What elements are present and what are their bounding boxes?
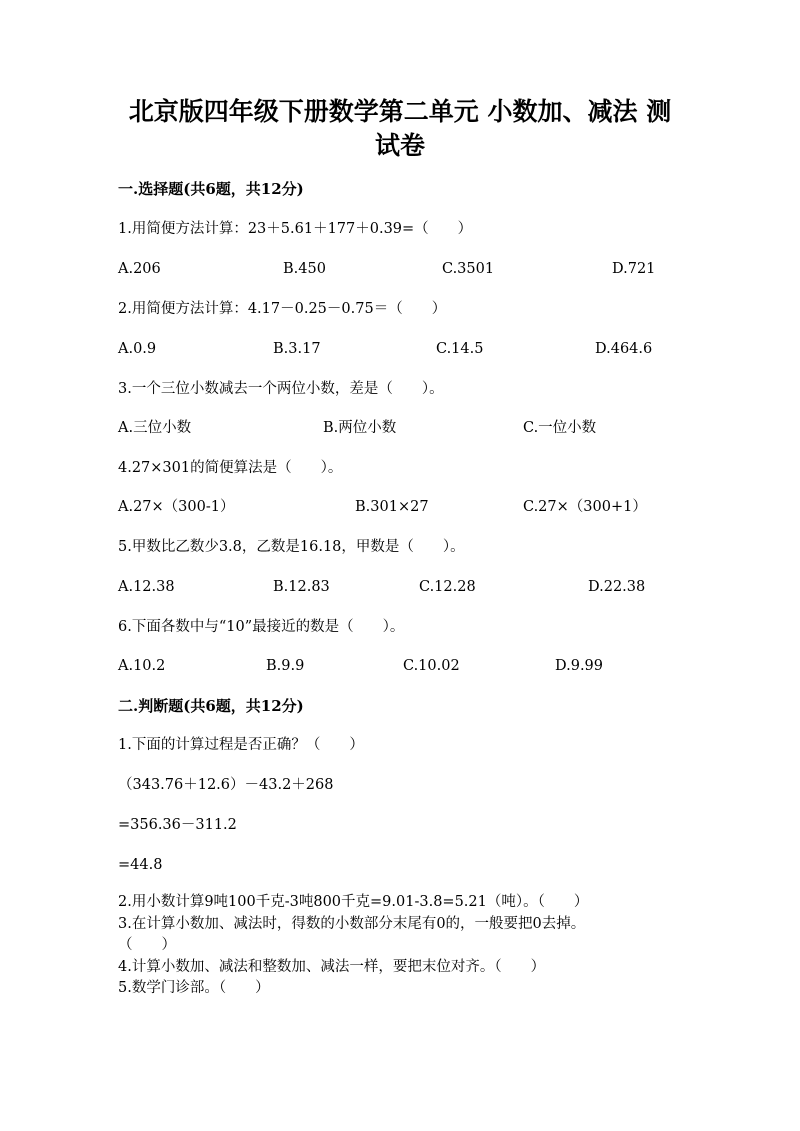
question-1: 1.用简便方法计算：23＋5.61＋177＋0.39=（ ） [118, 221, 473, 237]
question-4: 4.27×301的简便算法是（ ）。 [118, 460, 343, 476]
calc-line-1: （343.76＋12.6）－43.2＋268 [118, 777, 334, 793]
judgement-question-4: 4.计算小数加、减法和整数加、减法一样，要把末位对齐。（ ） [118, 959, 546, 975]
section-heading-judgement: 二.判断题(共6题，共12分) [118, 697, 304, 715]
q4-option-a: A.27×（300-1） [118, 499, 235, 515]
q1-option-b: B.450 [283, 261, 326, 277]
q2-option-a: A.0.9 [118, 341, 157, 357]
judgement-question-2: 2.用小数计算9吨100千克-3吨800千克=9.01-3.8=5.21（吨）。（ ） [118, 894, 589, 910]
judgement-question-3-continued: （ ） [118, 937, 176, 953]
q1-option-d: D.721 [612, 261, 656, 277]
judgement-question-3: 3.在计算小数加、减法时，得数的小数部分末尾有0的，一般要把0去掉。 [118, 916, 586, 932]
q3-option-c: C.一位小数 [523, 420, 597, 436]
title-line-2: 试卷 [374, 131, 425, 160]
title-line-1: 北京版四年级下册数学第二单元 小数加、减法 测 [128, 97, 672, 126]
q1-option-a: A.206 [118, 261, 161, 277]
q6-option-c: C.10.02 [403, 658, 460, 674]
q3-option-a: A.三位小数 [118, 420, 192, 436]
q6-option-b: B.9.9 [266, 658, 305, 674]
q2-option-d: D.464.6 [595, 341, 653, 357]
calc-line-2: =356.36－311.2 [118, 817, 237, 833]
question-3: 3.一个三位小数减去一个两位小数，差是（ ）。 [118, 381, 444, 397]
judgement-question-5: 5.数学门诊部。（ ） [118, 980, 270, 996]
page-title [110, 95, 690, 163]
question-5: 5.甲数比乙数少3.8，乙数是16.18，甲数是（ ）。 [118, 539, 465, 555]
q1-option-c: C.3501 [442, 261, 495, 277]
judgement-question-1: 1.下面的计算过程是否正确？（ ） [118, 737, 364, 753]
section-heading-choice: 一.选择题(共6题，共12分) [118, 180, 304, 198]
q5-option-d: D.22.38 [588, 579, 646, 595]
q5-option-a: A.12.38 [118, 579, 175, 595]
q4-option-b: B.301×27 [355, 499, 429, 515]
calc-line-3: =44.8 [118, 857, 163, 873]
q5-option-c: C.12.28 [419, 579, 476, 595]
question-2: 2.用简便方法计算：4.17－0.25－0.75＝（ ） [118, 301, 447, 317]
q4-option-c: C.27×（300+1） [523, 499, 647, 515]
q6-option-a: A.10.2 [118, 658, 166, 674]
q2-option-b: B.3.17 [273, 341, 321, 357]
q3-option-b: B.两位小数 [323, 420, 397, 436]
q2-option-c: C.14.5 [436, 341, 484, 357]
q6-option-d: D.9.99 [555, 658, 604, 674]
question-6: 6.下面各数中与“10”最接近的数是（ ）。 [118, 619, 405, 635]
q5-option-b: B.12.83 [273, 579, 330, 595]
